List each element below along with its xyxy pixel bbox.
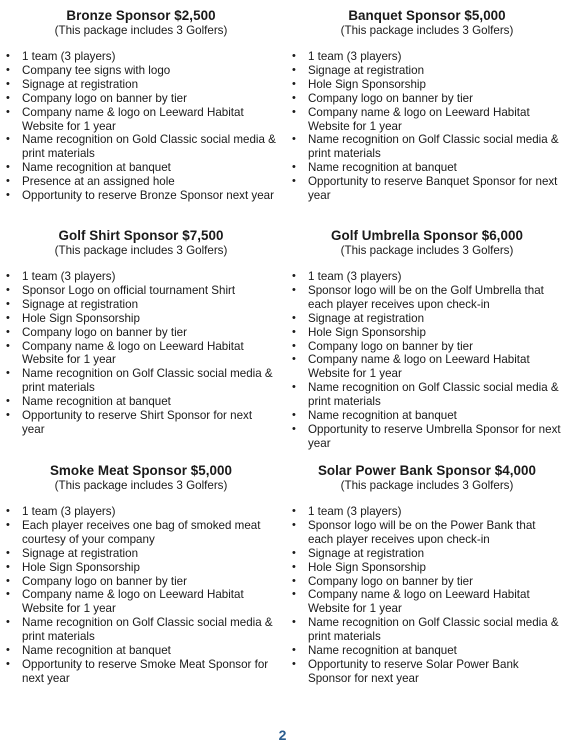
benefit-text: Company name & logo on Leeward Habitat Website for 1 year bbox=[22, 339, 244, 367]
benefit-text: Hole Sign Sponsorship bbox=[22, 560, 140, 574]
benefit-text: Company name & logo on Leeward Habitat Website for 1 year bbox=[308, 353, 530, 381]
bullet-icon: • bbox=[6, 105, 10, 118]
benefit-item bbox=[6, 367, 276, 395]
benefit-item bbox=[6, 175, 276, 189]
package-subtitle: (This package includes 3 Golfers) bbox=[340, 244, 514, 257]
benefit-list bbox=[6, 270, 276, 437]
bullet-icon: • bbox=[6, 367, 10, 380]
benefit-item bbox=[292, 175, 562, 203]
benefit-text: Name recognition at banquet bbox=[22, 161, 171, 175]
benefit-text: Presence at an assigned hole bbox=[22, 175, 175, 189]
benefit-item bbox=[292, 616, 562, 644]
bullet-icon: • bbox=[6, 644, 10, 657]
benefit-text: Name recognition at banquet bbox=[308, 409, 457, 423]
benefit-text: Signage at registration bbox=[22, 297, 139, 311]
benefit-item bbox=[6, 92, 276, 106]
page-number: 2 bbox=[278, 727, 287, 743]
benefit-text: Signage at registration bbox=[22, 77, 139, 91]
bullet-icon: • bbox=[292, 283, 296, 296]
benefit-item bbox=[292, 353, 562, 381]
benefit-item bbox=[292, 409, 562, 423]
bullet-icon: • bbox=[292, 175, 296, 188]
benefit-text: Name recognition at banquet bbox=[22, 395, 171, 409]
package-title: Golf Umbrella Sponsor $6,000 bbox=[331, 228, 523, 243]
benefit-item bbox=[6, 133, 276, 161]
benefit-text: 1 team (3 players) bbox=[308, 50, 402, 63]
bullet-icon: • bbox=[6, 77, 10, 90]
bullet-icon: • bbox=[292, 77, 296, 90]
benefit-item bbox=[6, 298, 276, 312]
benefit-text: Name recognition on Golf Classic social media & print materials bbox=[308, 133, 559, 161]
bullet-icon: • bbox=[6, 63, 10, 76]
benefit-item bbox=[6, 189, 276, 203]
benefit-item bbox=[6, 161, 276, 175]
bullet-icon: • bbox=[6, 133, 10, 146]
benefit-text: Hole Sign Sponsorship bbox=[308, 560, 426, 574]
bullet-icon: • bbox=[292, 422, 296, 435]
package-subtitle: (This package includes 3 Golfers) bbox=[54, 24, 228, 37]
benefit-item bbox=[6, 644, 276, 658]
benefit-text: Company logo on banner by tier bbox=[308, 91, 473, 105]
benefit-text: Company logo on banner by tier bbox=[22, 91, 187, 105]
benefit-text: Name recognition on Golf Classic social media & print materials bbox=[22, 616, 273, 644]
bullet-icon: • bbox=[292, 50, 296, 62]
benefit-text: Opportunity to reserve Umbrella Sponsor for next year bbox=[308, 422, 561, 450]
package-subtitle: (This package includes 3 Golfers) bbox=[54, 244, 228, 257]
bullet-icon: • bbox=[6, 588, 10, 601]
benefit-text: Company name & logo on Leeward Habitat Website for 1 year bbox=[308, 105, 530, 133]
bullet-icon: • bbox=[6, 574, 10, 587]
benefit-text: 1 team (3 players) bbox=[308, 505, 402, 518]
package-subtitle: (This package includes 3 Golfers) bbox=[54, 479, 228, 492]
benefit-item bbox=[292, 106, 562, 134]
bullet-icon: • bbox=[292, 616, 296, 629]
benefit-item bbox=[6, 312, 276, 326]
bullet-icon: • bbox=[6, 518, 10, 531]
benefit-text: Company name & logo on Leeward Habitat Website for 1 year bbox=[308, 588, 530, 616]
benefit-item bbox=[292, 78, 562, 92]
benefit-item bbox=[6, 658, 276, 686]
benefit-text: Name recognition on Golf Classic social media & print materials bbox=[308, 616, 559, 644]
benefit-text: 1 team (3 players) bbox=[22, 50, 116, 63]
benefit-text: Hole Sign Sponsorship bbox=[22, 311, 140, 325]
benefit-item bbox=[292, 505, 562, 519]
package-title: Smoke Meat Sponsor $5,000 bbox=[49, 463, 233, 478]
benefit-item bbox=[292, 50, 562, 64]
benefit-text: Name recognition at banquet bbox=[308, 161, 457, 175]
bullet-icon: • bbox=[292, 518, 296, 531]
benefit-item bbox=[6, 519, 276, 547]
benefit-text: Opportunity to reserve Solar Power Bank Sponsor for next year bbox=[308, 657, 519, 685]
bullet-icon: • bbox=[292, 546, 296, 559]
benefit-text: Name recognition on Golf Classic social media & print materials bbox=[308, 381, 559, 409]
bullet-icon: • bbox=[6, 50, 10, 62]
benefit-item bbox=[292, 381, 562, 409]
benefit-item bbox=[292, 658, 562, 686]
benefit-item bbox=[6, 395, 276, 409]
benefit-list bbox=[6, 50, 276, 203]
bullet-icon: • bbox=[6, 270, 10, 282]
benefit-text: Name recognition at banquet bbox=[308, 644, 457, 658]
bullet-icon: • bbox=[292, 91, 296, 104]
benefit-item bbox=[6, 616, 276, 644]
benefit-item bbox=[6, 78, 276, 92]
benefit-text: 1 team (3 players) bbox=[308, 270, 402, 283]
benefit-text: Each player receives one bag of smoked meat courtesy of your company bbox=[22, 518, 261, 546]
benefit-text: Signage at registration bbox=[308, 546, 425, 560]
benefit-text: Name recognition on Gold Classic social media & print materials bbox=[22, 133, 276, 161]
bullet-icon: • bbox=[292, 105, 296, 118]
bullet-icon: • bbox=[6, 339, 10, 352]
benefit-item bbox=[292, 547, 562, 561]
bullet-icon: • bbox=[6, 657, 10, 670]
benefit-item bbox=[6, 326, 276, 340]
benefit-item bbox=[292, 575, 562, 589]
bullet-icon: • bbox=[6, 311, 10, 324]
bullet-icon: • bbox=[292, 339, 296, 352]
benefit-item bbox=[6, 409, 276, 437]
bullet-icon: • bbox=[292, 133, 296, 146]
package-title: Banquet Sponsor $5,000 bbox=[348, 8, 506, 23]
package-smoke-meat bbox=[6, 463, 276, 686]
package-solar-power-bank bbox=[292, 463, 562, 686]
benefit-list bbox=[292, 270, 562, 451]
benefit-text: Sponsor logo will be on the Power Bank that each player receives upon check-in bbox=[308, 518, 536, 546]
bullet-icon: • bbox=[6, 325, 10, 338]
benefit-text: Company name & logo on Leeward Habitat Website for 1 year bbox=[22, 588, 244, 616]
benefit-text: Signage at registration bbox=[308, 63, 425, 77]
benefit-item bbox=[292, 64, 562, 78]
bullet-icon: • bbox=[292, 560, 296, 573]
benefit-text: Sponsor Logo on official tournament Shirt bbox=[22, 283, 236, 297]
benefit-item bbox=[292, 588, 562, 616]
benefit-item bbox=[292, 161, 562, 175]
package-golf-shirt bbox=[6, 228, 276, 437]
benefit-item bbox=[6, 284, 276, 298]
bullet-icon: • bbox=[292, 588, 296, 601]
benefit-text: Opportunity to reserve Shirt Sponsor for next year bbox=[22, 409, 253, 436]
bullet-icon: • bbox=[6, 175, 10, 188]
benefit-text: Name recognition on Golf Classic social media & print materials bbox=[22, 367, 273, 395]
benefit-list bbox=[292, 505, 562, 686]
benefit-text: Signage at registration bbox=[308, 311, 425, 325]
benefit-item bbox=[292, 270, 562, 284]
bullet-icon: • bbox=[6, 560, 10, 573]
benefit-item bbox=[292, 423, 562, 451]
bullet-icon: • bbox=[6, 91, 10, 104]
benefit-item bbox=[6, 588, 276, 616]
benefit-item bbox=[292, 340, 562, 354]
benefit-text: Hole Sign Sponsorship bbox=[308, 77, 426, 91]
benefit-text: Sponsor logo will be on the Golf Umbrella that each player receives upon check-in bbox=[308, 283, 544, 311]
bullet-icon: • bbox=[292, 657, 296, 670]
benefit-item bbox=[6, 575, 276, 589]
benefit-item bbox=[292, 92, 562, 106]
package-title: Solar Power Bank Sponsor $4,000 bbox=[317, 463, 537, 478]
benefit-text: Company tee signs with logo bbox=[22, 63, 171, 77]
bullet-icon: • bbox=[292, 574, 296, 587]
bullet-icon: • bbox=[292, 270, 296, 282]
benefit-text: Company logo on banner by tier bbox=[308, 574, 473, 588]
benefit-item bbox=[6, 340, 276, 368]
bullet-icon: • bbox=[292, 644, 296, 657]
benefit-item bbox=[6, 106, 276, 134]
package-bronze bbox=[6, 8, 276, 203]
package-golf-umbrella bbox=[292, 228, 562, 451]
bullet-icon: • bbox=[6, 283, 10, 296]
benefit-item bbox=[6, 64, 276, 78]
benefit-text: Signage at registration bbox=[22, 546, 139, 560]
bullet-icon: • bbox=[292, 325, 296, 338]
benefit-item bbox=[6, 270, 276, 284]
bullet-icon: • bbox=[292, 505, 296, 517]
package-subtitle: (This package includes 3 Golfers) bbox=[340, 479, 514, 492]
benefit-text: Company logo on banner by tier bbox=[308, 339, 473, 353]
benefit-item bbox=[6, 547, 276, 561]
benefit-list bbox=[6, 505, 276, 686]
package-subtitle: (This package includes 3 Golfers) bbox=[340, 24, 514, 37]
benefit-item bbox=[292, 133, 562, 161]
bullet-icon: • bbox=[6, 395, 10, 408]
benefit-item bbox=[6, 505, 276, 519]
benefit-item bbox=[292, 561, 562, 575]
bullet-icon: • bbox=[6, 409, 10, 422]
benefit-item bbox=[6, 50, 276, 64]
bullet-icon: • bbox=[6, 161, 10, 174]
benefit-item bbox=[292, 326, 562, 340]
bullet-icon: • bbox=[6, 297, 10, 310]
bullet-icon: • bbox=[292, 353, 296, 366]
package-title: Golf Shirt Sponsor $7,500 bbox=[58, 228, 224, 243]
bullet-icon: • bbox=[6, 189, 10, 202]
benefit-text: Opportunity to reserve Smoke Meat Sponsor for next year bbox=[22, 657, 269, 685]
bullet-icon: • bbox=[292, 311, 296, 324]
bullet-icon: • bbox=[292, 409, 296, 422]
benefit-item bbox=[6, 561, 276, 575]
bullet-icon: • bbox=[292, 161, 296, 174]
package-title: Bronze Sponsor $2,500 bbox=[66, 8, 216, 23]
benefit-text: Opportunity to reserve Banquet Sponsor for next year bbox=[308, 175, 558, 203]
benefit-item bbox=[292, 519, 562, 547]
bullet-icon: • bbox=[292, 381, 296, 394]
bullet-icon: • bbox=[6, 505, 10, 517]
bullet-icon: • bbox=[6, 546, 10, 559]
benefit-text: Company name & logo on Leeward Habitat Website for 1 year bbox=[22, 105, 244, 133]
benefit-text: Name recognition at banquet bbox=[22, 644, 171, 658]
benefit-list bbox=[292, 50, 562, 203]
package-banquet bbox=[292, 8, 562, 203]
benefit-item bbox=[292, 312, 562, 326]
benefit-text: 1 team (3 players) bbox=[22, 505, 116, 518]
benefit-item bbox=[292, 644, 562, 658]
benefit-text: Opportunity to reserve Bronze Sponsor next year bbox=[22, 189, 274, 203]
benefit-text: Company logo on banner by tier bbox=[22, 325, 187, 339]
benefit-text: Company logo on banner by tier bbox=[22, 574, 187, 588]
benefit-text: Hole Sign Sponsorship bbox=[308, 325, 426, 339]
benefit-text: 1 team (3 players) bbox=[22, 270, 116, 283]
bullet-icon: • bbox=[292, 63, 296, 76]
benefit-item bbox=[292, 284, 562, 312]
bullet-icon: • bbox=[6, 616, 10, 629]
